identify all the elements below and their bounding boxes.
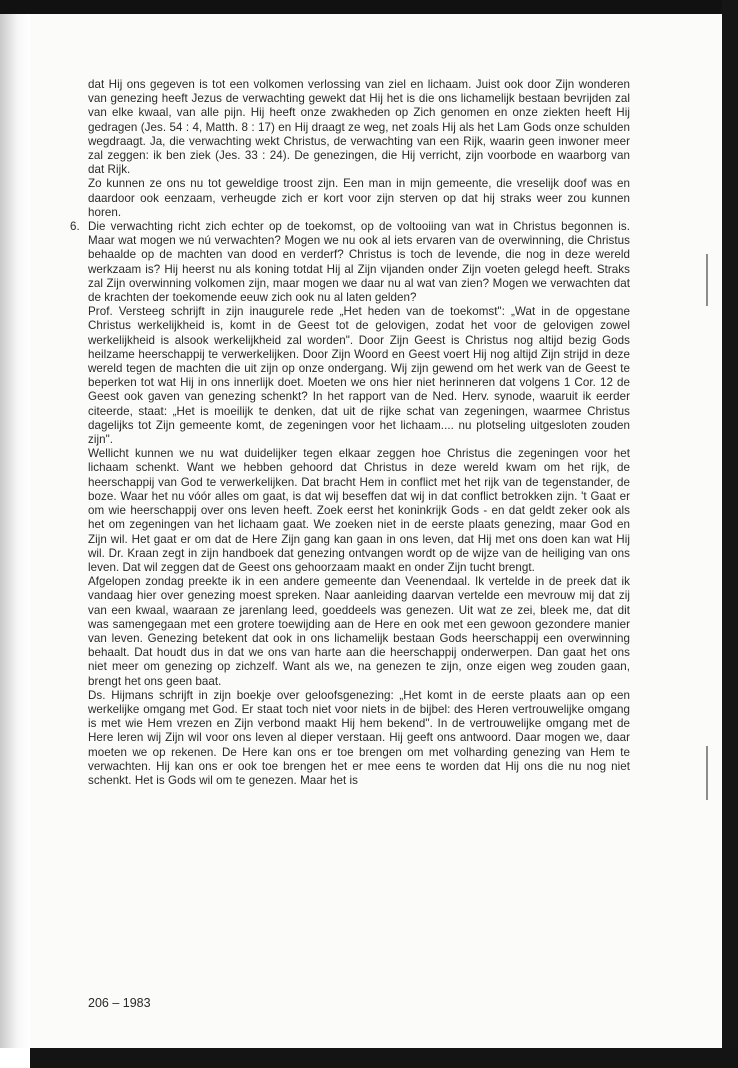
section-number: 6. xyxy=(70,220,80,234)
margin-mark xyxy=(706,746,708,800)
paragraph: Ds. Hijmans schrijft in zijn boekje over geloofsgenezing: „Het komt in de eerste plaats aan op een werkelijke omgang met God. Er staat toch niet voor niets in de bijbel: des Heren vertrouwelijke omgang is met wie Hem vrezen en Zijn verbond maakt Hij hem bekend". In de vertrouwelijke omgang met de Here leren wij Zijn wil voor ons leven al dieper verstaan. Hij geeft ons antwoord. Daar mogen we, daar moeten we op rekenen. De Here kan ons er toe brengen om met volharding genezing van Hem te verwachten. Hij kan ons er ook toe brengen het er mee eens te worden dat Hij ons die nu nog niet schenkt. Het is Gods wil om te genezen. Maar het is xyxy=(88,688,630,787)
paragraph: dat Hij ons gegeven is tot een volkomen verlossing van ziel en lichaam. Juist ook door Zijn wonderen van genezing heeft Jezus de verwachting gewekt dat Hij het is die ons lichamelijk bestaan bevrijden zal van elke kwaal, van alle pijn. Hij heeft onze zwakheden op Zich genomen en onze ziekten heeft Hij gedragen (Jes. 54 : 4, Matth. 8 : 17) en Hij draagt ze weg, net zoals Hij als het Lam Gods onze schulden wegdraagt. Ja, die verwachting wekt Christus, de verwachting van een Rijk, waarin geen inwoner meer zal zeggen: ik ben ziek (Jes. 33 : 24). De genezingen, die Hij verricht, zijn voorbode en waarborg van dat Rijk. xyxy=(88,78,630,177)
scan-border-bottom xyxy=(30,1048,738,1068)
paragraph: Wellicht kunnen we nu wat duidelijker tegen elkaar zeggen hoe Christus die zegeningen voor het lichaam schenkt. Want we hebben gehoord dat Christus in deze wereld kwam om het rijk, de heerschappij van God te verwerkelijken. Dat bracht Hem in conflict met het rijk van de tegenstander, de boze. Waar het nu vóór alles om gaat, is dat wij beseffen dat wij in dat conflict betrokken zijn. 't Gaat er om wie heerschappij over ons leven heeft. Zoek eerst het koninkrijk Gods - en dat geldt zeker ook als het om zegeningen van het lichaam gaat. We zoeken niet in de eerste plaats genezing, maar God en Zijn wil. Het gaat er om dat de Here Zijn gang kan gaan in ons leven, dat Hij met ons doen kan wat Hij wil. Dr. Kraan zegt in zijn handboek dat genezing ontvangen wordt op de wijze van de heiliging van ons leven. Dat wil zeggen dat de Geest ons gehoorzaam maakt en onder Zijn tucht brengt. xyxy=(88,447,630,574)
paragraph: Die verwachting richt zich echter op de toekomst, op de voltooiing van wat in Christus begonnen is. Maar wat mogen we nú verwachten? Mogen we nu ook al iets ervaren van de overwinning, die Christus behaalde op de machten van dood en verderf? Christus is toch de levende, die nog in deze wereld werkzaam is? Hij heerst nu als koning totdat Hij al Zijn vijanden onder Zijn voeten gelegd heeft. Straks zal Zijn overwinning volkomen zijn, maar mogen we daar nu al wat van zien? Mogen we verwachten dat de krachten der toekomende eeuw zich ook nu al laten gelden? xyxy=(88,220,630,305)
scan-border-top xyxy=(0,0,738,14)
margin-mark xyxy=(706,254,708,306)
paragraph: Prof. Versteeg schrijft in zijn inaugurele rede „Het heden van de toekomst": „Wat in de opgestane Christus werkelijkheid is, komt in de Geest tot de gelovigen, zodat het voor de gelovigen zowel werkelijkheid is alsook werkelijkheid zal worden". Door Zijn Geest is Christus nog altijd bezig Gods heilzame heerschappij te verwerkelijken. Door Zijn Woord en Geest voert Hij nog altijd Zijn strijd in deze wereld tegen de machten die uit zijn op onze ondergang. Wij zijn gewend om het werk van de Geest te beperken tot wat Hij in ons innerlijk doet. Moeten we ons hier niet herinneren dat volgens 1 Cor. 12 de Geest ook gaven van genezing schenkt? In het rapport van de Ned. Herv. synode, waaruit ik eerder citeerde, staat: „Het is moeilijk te denken, dat uit de rijke schat van zegeningen, waarmee Christus dagelijks tot Zijn gemeente komt, de zegeningen voor het lichaam.... nu plotseling uitgesloten zouden zijn". xyxy=(88,305,630,447)
paragraph: Afgelopen zondag preekte ik in een andere gemeente dan Veenendaal. Ik vertelde in de preek dat ik vandaag hier over genezing moest spreken. Naar aanleiding daarvan vertelde een mevrouw mij dat zij van een kwaal, waaraan ze jarenlang leed, goeddeels was genezen. Uit wat ze zei, bleek me, dat dit was samengegaan met een grotere toewijding aan de Here en ook met een gewoon gezondere manier van leven. Genezing betekent dat ook in ons lichamelijk bestaan Gods heerschappij een overwinning behaalt. Dat houdt dus in dat we ons van harte aan die heerschappij onderwerpen. Dan gaat het ons niet meer om genezing op zichzelf. Want als we, na genezen te zijn, onze eigen weg zouden gaan, brengt het ons geen baat. xyxy=(88,575,630,688)
body-text xyxy=(70,78,630,788)
numbered-section xyxy=(70,220,630,305)
page-number: 206 – 1983 xyxy=(88,996,151,1010)
scan-shadow-left xyxy=(0,14,30,1048)
scan-border-right xyxy=(722,0,738,1068)
paragraph: Zo kunnen ze ons nu tot geweldige troost zijn. Een man in mijn gemeente, die vreselijk doof was en daardoor ook eenzaam, verheugde zich er kort voor zijn sterven op dat hij straks weer zou kunnen horen. xyxy=(88,177,630,219)
